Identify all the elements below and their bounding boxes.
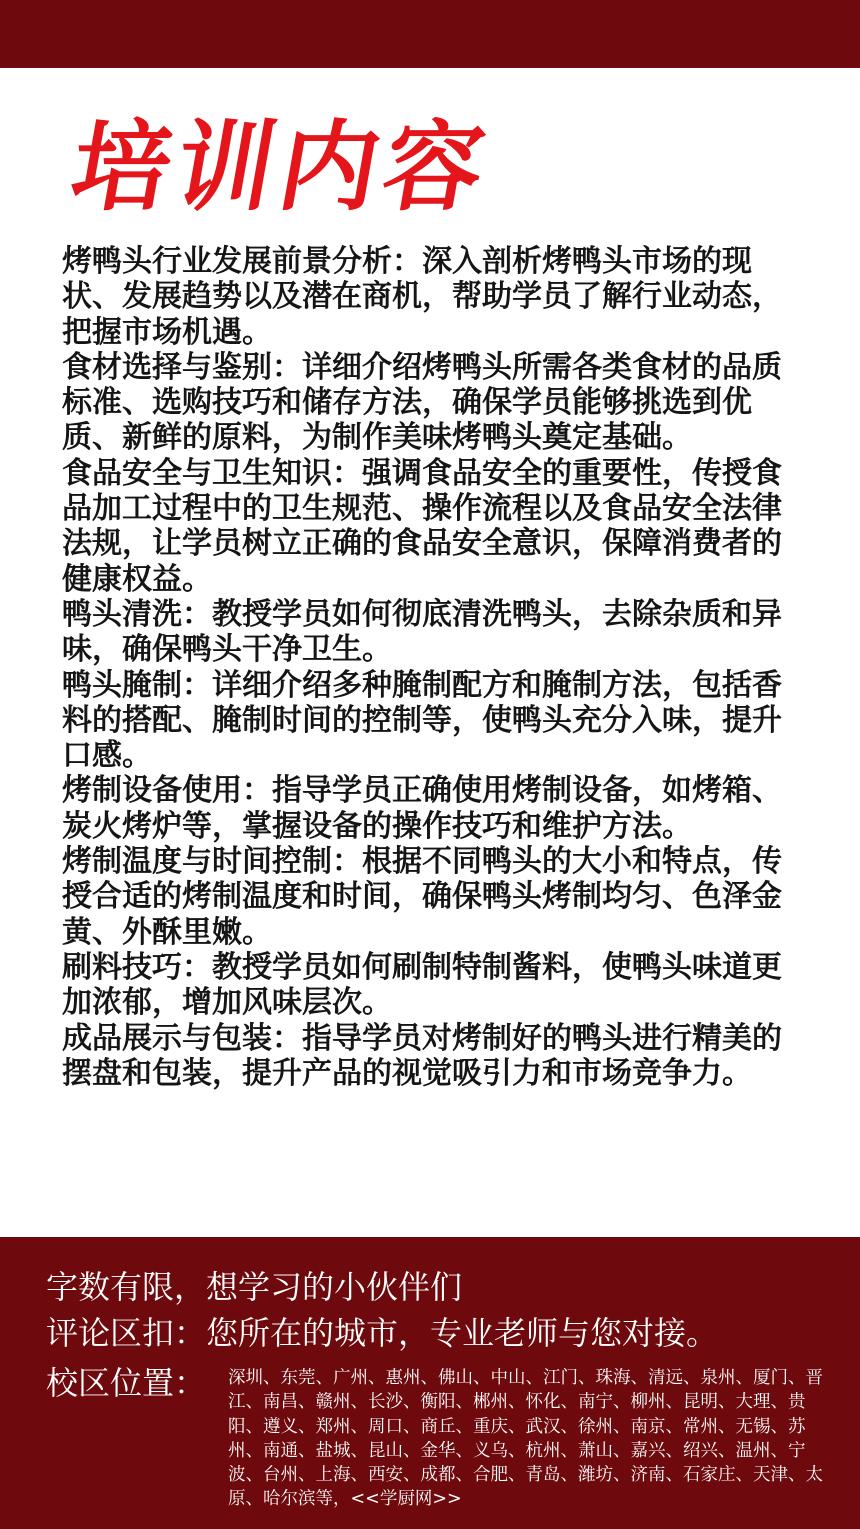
footer-text-limited: 字数有限，想学习的小伙伴们 <box>46 1268 463 1306</box>
content-paragraph: 烤制温度与时间控制：根据不同鸭头的大小和特点，传授合适的烤制温度和时间，确保鸭头烤制均匀、色泽金黄、外酥里嫩。 <box>62 844 782 950</box>
footer-text-comment: 评论区扣：您所在的城市，专业老师与您对接。 <box>46 1314 719 1352</box>
content-paragraph: 鸭头清洗：教授学员如何彻底清洗鸭头，去除杂质和异味，确保鸭头干净卫生。 <box>62 596 782 668</box>
content-paragraph: 刷料技巧：教授学员如何刷制特制酱料，使鸭头味道更加浓郁，增加风味层次。 <box>62 949 782 1021</box>
content-paragraph: 食材选择与鉴别：详细介绍烤鸭头所需各类食材的品质标准、选购技巧和储存方法，确保学员能够挑选到优质、新鲜的原料，为制作美味烤鸭头奠定基础。 <box>62 349 782 456</box>
footer-banner <box>0 1237 860 1529</box>
content-paragraph: 烤制设备使用：指导学员正确使用烤制设备，如烤箱、炭火烤炉等，掌握设备的操作技巧和维护方法。 <box>62 773 782 844</box>
training-content <box>62 244 792 1091</box>
page-title: 培训内容 <box>62 111 499 225</box>
content-paragraph: 食品安全与卫生知识：强调食品安全的重要性，传授食品加工过程中的卫生规范、操作流程以及食品安全法律法规，让学员树立正确的食品安全意识，保障消费者的健康权益。 <box>62 455 782 597</box>
content-paragraph: 鸭头腌制：详细介绍多种腌制配方和腌制方法，包括香料的搭配、腌制时间的控制等，使鸭头充分入味，提升口感。 <box>62 667 782 774</box>
top-banner <box>0 0 860 68</box>
campus-label: 校区位置： <box>46 1364 207 1402</box>
content-paragraph: 烤鸭头行业发展前景分析：深入剖析烤鸭头市场的现状、发展趋势以及潜在商机，帮助学员了解行业动态，把握市场机遇。 <box>62 244 782 350</box>
campus-cities-list: 深圳、东莞、广州、惠州、佛山、中山、江门、珠海、清远、泉州、厦门、晋江、南昌、赣州、长沙、衡阳、郴州、怀化、南宁、柳州、昆明、大理、贵阳、遵义、郑州、周口、商丘、重庆、武汉、徐州、南京、常州、无锡、苏州、南通、盐城、昆山、金华、义乌、杭州、萧山、嘉兴、绍兴、温州、宁波、台州、上海、西安、成都、合肥、青岛、潍坊、济南、石家庄、天津、太原、哈尔滨等，<<学厨网>> <box>228 1368 823 1510</box>
content-paragraph: 成品展示与包装：指导学员对烤制好的鸭头进行精美的摆盘和包装，提升产品的视觉吸引力和市场竞争力。 <box>62 1020 782 1091</box>
